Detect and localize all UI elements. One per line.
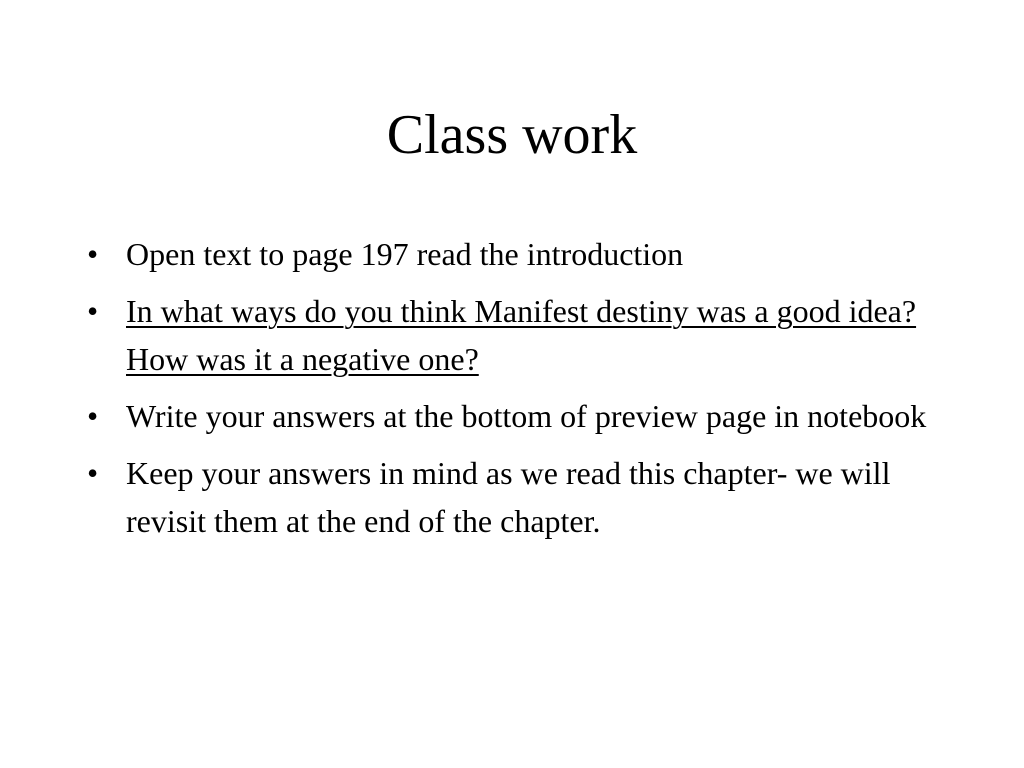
bullet-text: Write your answers at the bottom of preview page in notebook (126, 398, 927, 434)
bullet-item-1 (85, 230, 945, 278)
bullet-text: In what ways do you think Manifest destiny was a good idea? How was it a negative one? (126, 293, 917, 377)
bullet-list (85, 230, 945, 554)
bullet-dot-icon: • (87, 455, 99, 491)
bullet-item-3 (85, 392, 945, 440)
bullet-text: Open text to page 197 read the introduction (126, 236, 684, 272)
bullet-dot-icon: • (87, 236, 99, 272)
bullet-text: Keep your answers in mind as we read this chapter- we will revisit them at the end of the chapter. (126, 455, 891, 539)
slide-title: Class work (386, 104, 638, 166)
bullet-item-4 (85, 449, 945, 545)
bullet-item-2 (85, 287, 945, 383)
bullet-dot-icon: • (87, 398, 99, 434)
bullet-dot-icon: • (87, 293, 99, 329)
